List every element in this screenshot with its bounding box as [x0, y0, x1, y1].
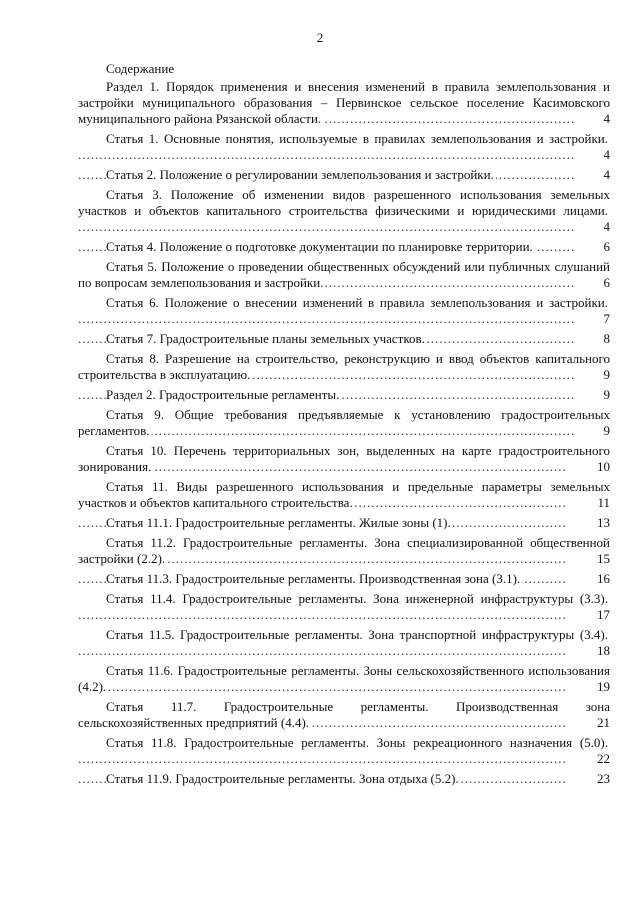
toc-entry-title: Статья 11.2. Градостроительные регламенты. Зона специализированной общественной застройки (2.2).	[78, 535, 610, 566]
toc-heading: Содержание	[106, 61, 175, 76]
toc-entry-page: 9	[574, 367, 611, 383]
toc-entry-page: 15	[567, 551, 610, 567]
toc-entry[interactable]	[78, 239, 610, 255]
toc-entry[interactable]	[78, 627, 610, 659]
toc-entry-page: 16	[567, 571, 610, 587]
toc-entry[interactable]	[78, 351, 610, 383]
toc-entry-title: Статья 1. Основные понятия, используемые в правилах землепользования и застройки.	[106, 131, 608, 146]
toc-entry-title: Статья 11.1. Градостроительные регламенты. Жилые зоны (1).	[106, 515, 451, 530]
toc-entry[interactable]	[78, 187, 610, 235]
toc-entry-page: 18	[567, 643, 610, 659]
toc-entry-title: Статья 6. Положение о внесении изменений в правила землепользования и застройки.	[106, 295, 608, 310]
toc-entry[interactable]	[78, 591, 610, 623]
toc-entry-title: Статья 11.9. Градостроительные регламенты. Зона отдыха (5.2).	[106, 771, 459, 786]
toc-entry-title: Статья 11. Виды разрешенного использования и предельные параметры земельных участков и объектов капитального строительства.	[78, 479, 610, 510]
toc-entry-title: Статья 11.7. Градостроительные регламенты. Производственная зона сельскохозяйственных предприятий (4.4).	[78, 699, 610, 730]
toc-entry[interactable]	[78, 131, 610, 163]
toc-entry[interactable]	[78, 331, 610, 347]
toc-entry[interactable]	[78, 535, 610, 567]
toc-entry-page: 6	[574, 239, 611, 255]
toc-entry[interactable]	[78, 259, 610, 291]
toc-entry-title: Статья 11.6. Градостроительные регламенты. Зоны сельскохозяйственного использования (4.2).	[78, 663, 610, 694]
toc-entry[interactable]	[78, 295, 610, 327]
toc-entry-title: Статья 10. Перечень территориальных зон, выделенных на карте градостроительного зонирования.	[78, 443, 610, 474]
toc-entry-page: 17	[567, 607, 610, 623]
toc-entry-page: 4	[574, 167, 611, 183]
table-of-contents	[78, 61, 610, 791]
toc-entry-title: Раздел 2. Градостроительные регламенты.	[106, 387, 340, 402]
toc-entry[interactable]	[78, 407, 610, 439]
toc-entry-title: Раздел 1. Порядок применения и внесения изменений в правила землепользования и застройки муниципального образования – Первинское сельское поселение Касимовского муниципального района Рязанской области.	[78, 79, 610, 126]
toc-entry[interactable]	[78, 699, 610, 731]
toc-entry-page: 9	[574, 423, 611, 439]
toc-entry-page: 6	[574, 275, 611, 291]
toc-entry-title: Статья 4. Положение о подготовке документации по планировке территории.	[106, 239, 533, 254]
toc-entry[interactable]	[78, 771, 610, 787]
toc-entry-page: 11	[567, 495, 610, 511]
toc-entry-page: 4	[574, 111, 611, 127]
toc-entry-title: Статья 2. Положение о регулировании землепользования и застройки.	[106, 167, 494, 182]
toc-entry-page: 23	[567, 771, 610, 787]
toc-entry-title: Статья 9. Общие требования предъявляемые к установлению градостроительных регламентов.	[78, 407, 610, 438]
toc-entry-page: 4	[574, 147, 611, 163]
toc-entry-page: 8	[574, 331, 611, 347]
toc-entry[interactable]	[78, 387, 610, 403]
toc-entry-title: Статья 5. Положение о проведении общественных обсуждений или публичных слушаний по вопросам землепользования и застройки.	[78, 259, 610, 290]
toc-entry[interactable]	[78, 515, 610, 531]
toc-entry-title: Статья 3. Положение об изменении видов разрешенного использования земельных участков и объектов капитального строительства физическими и юридическими лицами.	[78, 187, 610, 218]
toc-entry[interactable]	[78, 167, 610, 183]
toc-list	[78, 79, 610, 787]
toc-entry-page: 7	[574, 311, 611, 327]
toc-entry[interactable]	[78, 443, 610, 475]
toc-entry-page: 21	[567, 715, 610, 731]
toc-entry-title: Статья 8. Разрешение на строительство, реконструкцию и ввод объектов капитального строительства в эксплуатацию.	[78, 351, 610, 382]
toc-entry[interactable]	[78, 735, 610, 767]
toc-entry-page: 13	[567, 515, 610, 531]
toc-entry-title: Статья 11.5. Градостроительные регламенты. Зона транспортной инфраструктуры (3.4).	[106, 627, 608, 642]
toc-entry-title: Статья 11.3. Градостроительные регламенты. Производственная зона (3.1).	[106, 571, 521, 586]
toc-entry-page: 10	[567, 459, 610, 475]
toc-entry[interactable]	[78, 663, 610, 695]
toc-entry-title: Статья 11.4. Градостроительные регламенты. Зона инженерной инфраструктуры (3.3).	[106, 591, 608, 606]
toc-entry[interactable]	[78, 479, 610, 511]
toc-entry-page: 9	[574, 387, 611, 403]
page-number: 2	[316, 30, 324, 45]
toc-entry-page: 19	[567, 679, 610, 695]
toc-entry[interactable]	[78, 79, 610, 127]
toc-entry[interactable]	[78, 571, 610, 587]
toc-entry-title: Статья 7. Градостроительные планы земельных участков.	[106, 331, 425, 346]
toc-entry-page: 4	[574, 219, 611, 235]
toc-entry-page: 22	[567, 751, 610, 767]
toc-entry-title: Статья 11.8. Градостроительные регламенты. Зоны рекреационного назначения (5.0).	[106, 735, 608, 750]
